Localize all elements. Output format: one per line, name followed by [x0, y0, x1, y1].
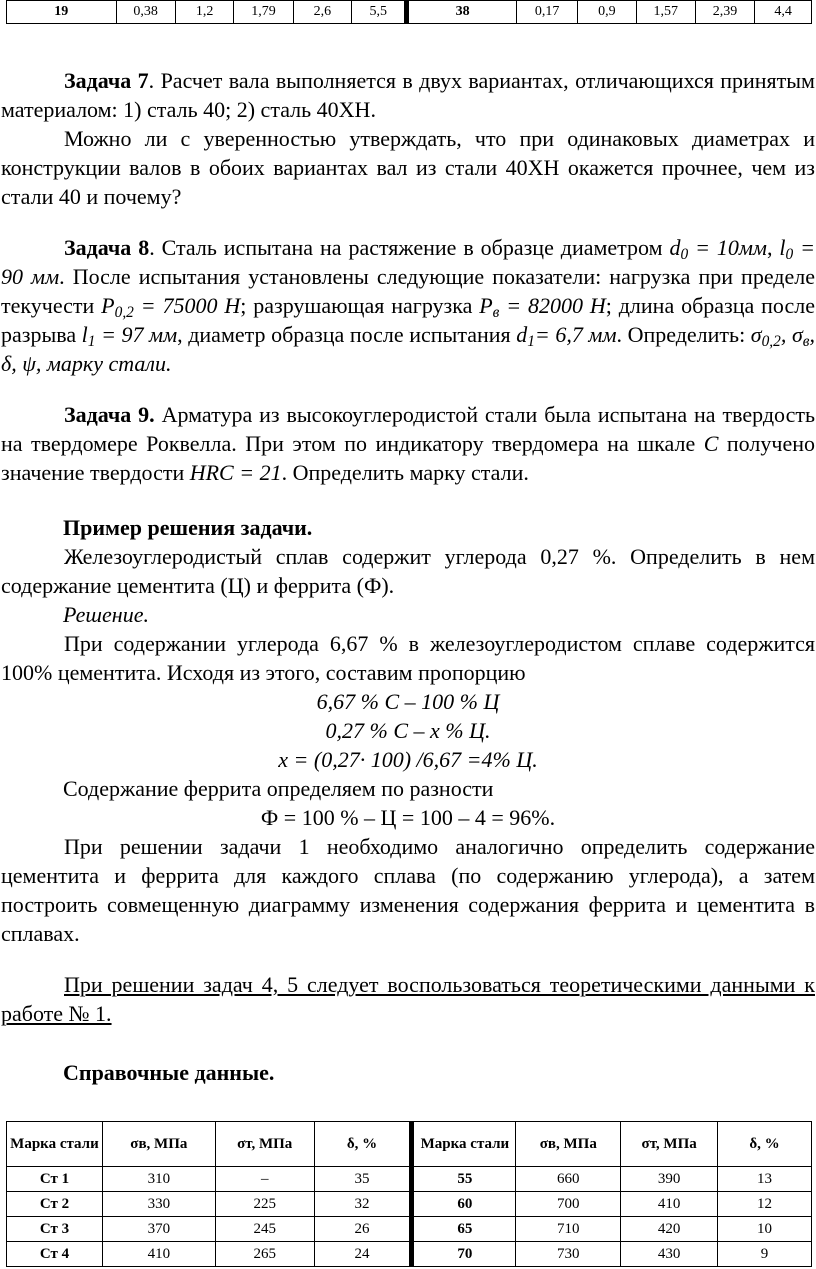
table-cell: 370	[102, 1217, 215, 1242]
table-cell: 730	[516, 1242, 621, 1267]
table-cell: 60	[412, 1192, 516, 1217]
task8-text: , диаметр образца после испытания	[177, 322, 517, 347]
task9-paragraph	[0, 400, 816, 487]
reference-heading: Справочные данные.	[63, 1060, 275, 1085]
column-header: σв, МПа	[102, 1122, 215, 1167]
task7-question: Можно ли с уверенностью утверждать, что при одинаковых диаметрах и конструкции валов в обоих вариантах вал из стали 40ХН окажется прочнее, чем из стали 40 и почему?	[1, 126, 815, 209]
formula-1: 6,67 % С – 100 % Ц	[316, 689, 500, 714]
table-cell: 245	[215, 1217, 314, 1242]
table-cell: Ст 3	[7, 1217, 103, 1242]
table-cell: 55	[412, 1167, 516, 1192]
table-cell: 5,5	[352, 1, 407, 24]
table-cell: –	[215, 1167, 314, 1192]
column-header: σт, МПа	[621, 1122, 718, 1167]
table-cell: 0,9	[578, 1, 637, 24]
column-header: σв, МПа	[516, 1122, 621, 1167]
table-cell: 1,57	[636, 1, 695, 24]
note-paragraph: При решении задач 4, 5 следует воспользоваться теоретическими данными к работе № 1.	[1, 972, 815, 1026]
table-cell: 310	[102, 1167, 215, 1192]
task8-label: Задача 8	[64, 235, 150, 260]
table-cell: Ст 1	[7, 1167, 103, 1192]
table-cell: Ст 4	[7, 1242, 103, 1267]
table-cell: 4,4	[755, 1, 812, 24]
table-cell: 32	[314, 1192, 412, 1217]
l0-var: $l_0 = 90$ мм	[1, 235, 816, 289]
table-cell: 35	[314, 1167, 412, 1192]
task7-text: . Расчет вала выполняется в двух вариантах, отличающихся принятым материалом: 1) сталь 40; 2) сталь 40ХН.	[1, 68, 815, 122]
task8-paragraph	[0, 233, 816, 378]
solution-paragraph: При содержании углерода 6,67 % в железоуглеродистом сплаве содержится 100% цементита. Исходя из этого, составим пропорцию	[1, 631, 815, 685]
table-cell: 225	[215, 1192, 314, 1217]
table-cell: 38	[407, 1, 517, 24]
l1-var: $l_1 = 97$ мм	[81, 322, 178, 350]
table-cell: 390	[621, 1167, 718, 1192]
table-cell: 265	[215, 1242, 314, 1267]
table-cell: 700	[516, 1192, 621, 1217]
task9-text: получено значение твердости	[1, 431, 815, 485]
table-cell: 10	[718, 1217, 812, 1242]
column-header: δ, %	[718, 1122, 812, 1167]
table-row	[7, 1242, 812, 1267]
table-cell: 26	[314, 1217, 412, 1242]
table-cell: 420	[621, 1217, 718, 1242]
table-cell: 0,17	[517, 1, 578, 24]
table-row	[7, 1192, 812, 1217]
top-data-table	[6, 0, 812, 24]
table-cell: Ст 2	[7, 1192, 103, 1217]
table-row	[7, 1, 812, 24]
column-header: Марка стали	[412, 1122, 516, 1167]
task8-text: ; длина образца после разрыва	[1, 293, 815, 347]
column-header: Марка стали	[7, 1122, 103, 1167]
formula-4: Ф = 100 % – Ц = 100 – 4 = 96%.	[260, 805, 556, 830]
scale-letter: С	[703, 431, 719, 456]
d0-var: $d_0 = 10мм$	[669, 235, 767, 263]
table-cell: 410	[621, 1192, 718, 1217]
table-cell: 70	[412, 1242, 516, 1267]
table-cell: 19	[7, 1, 117, 24]
table-cell: 330	[102, 1192, 215, 1217]
table-cell: 65	[412, 1217, 516, 1242]
solution-label: Решение.	[63, 602, 149, 627]
task8-text: . Сталь испытана на растяжение в образце диаметром	[149, 235, 670, 260]
table-cell: 430	[621, 1242, 718, 1267]
task9-text: Арматура из высокоуглеродистой стали была испытана на твердость на твердомере Роквелла. При этом по индикатору твердомера на шкале	[1, 402, 815, 456]
table-cell: 2,39	[695, 1, 754, 24]
task1-instruction: При решении задачи 1 необходимо аналогично определить содержание цементита и феррита для каждого сплава (по содержанию углерода), а затем построить совмещенную диаграмму изменения содержания феррита и цементита в сплавах.	[1, 834, 815, 946]
example-statement: Железоуглеродистый сплав содержит углерода 0,27 %. Определить в нем содержание цементита (Ц) и феррита (Ф).	[1, 544, 815, 598]
task8-find-list: $\sigma_{0,2}$, $\sigma_в$, δ, ψ, марку стали.	[1, 322, 815, 376]
table-cell: 0,38	[116, 1, 175, 24]
table-row	[7, 1167, 812, 1192]
formula-2: 0,27 % С – x % Ц.	[325, 718, 491, 743]
table-cell: 24	[314, 1242, 412, 1267]
task9-label: Задача 9.	[64, 402, 155, 427]
d1-var: $d_1= 6,7$ мм	[516, 322, 617, 350]
table-cell: 1,2	[175, 1, 234, 24]
task8-text: ; разрушающая нагрузка	[240, 293, 480, 318]
table-cell: 710	[516, 1217, 621, 1242]
task8-text: . После испытания установлены следующие показатели: нагрузка при пределе текучести	[1, 264, 815, 318]
ferrite-text: Содержание феррита определяем по разности	[63, 776, 494, 801]
column-header: δ, %	[314, 1122, 412, 1167]
table-cell: 1,79	[234, 1, 293, 24]
task7-label: Задача 7	[64, 68, 149, 93]
table-cell: 2,6	[293, 1, 352, 24]
reference-table	[6, 1121, 812, 1267]
table-cell: 13	[718, 1167, 812, 1192]
table-header-row	[7, 1122, 812, 1167]
hrc-value: HRC = 21	[189, 460, 282, 485]
task8-text: ,	[766, 235, 780, 260]
formula-3: x = (0,27· 100) /6,67 =4% Ц.	[278, 747, 538, 772]
p02-var: $P_{0,2} = 75000$ Н	[101, 293, 241, 321]
table-cell: 660	[516, 1167, 621, 1192]
task9-text: . Определить марку стали.	[281, 460, 529, 485]
table-cell: 9	[718, 1242, 812, 1267]
table-cell: 410	[102, 1242, 215, 1267]
table-cell: 12	[718, 1192, 812, 1217]
example-heading: Пример решения задачи.	[63, 515, 313, 540]
pv-var: $P_в = 82000$ Н	[479, 293, 606, 321]
task7-paragraph	[0, 66, 816, 124]
task8-text: . Определить:	[616, 322, 751, 347]
table-row	[7, 1217, 812, 1242]
column-header: σт, МПа	[215, 1122, 314, 1167]
